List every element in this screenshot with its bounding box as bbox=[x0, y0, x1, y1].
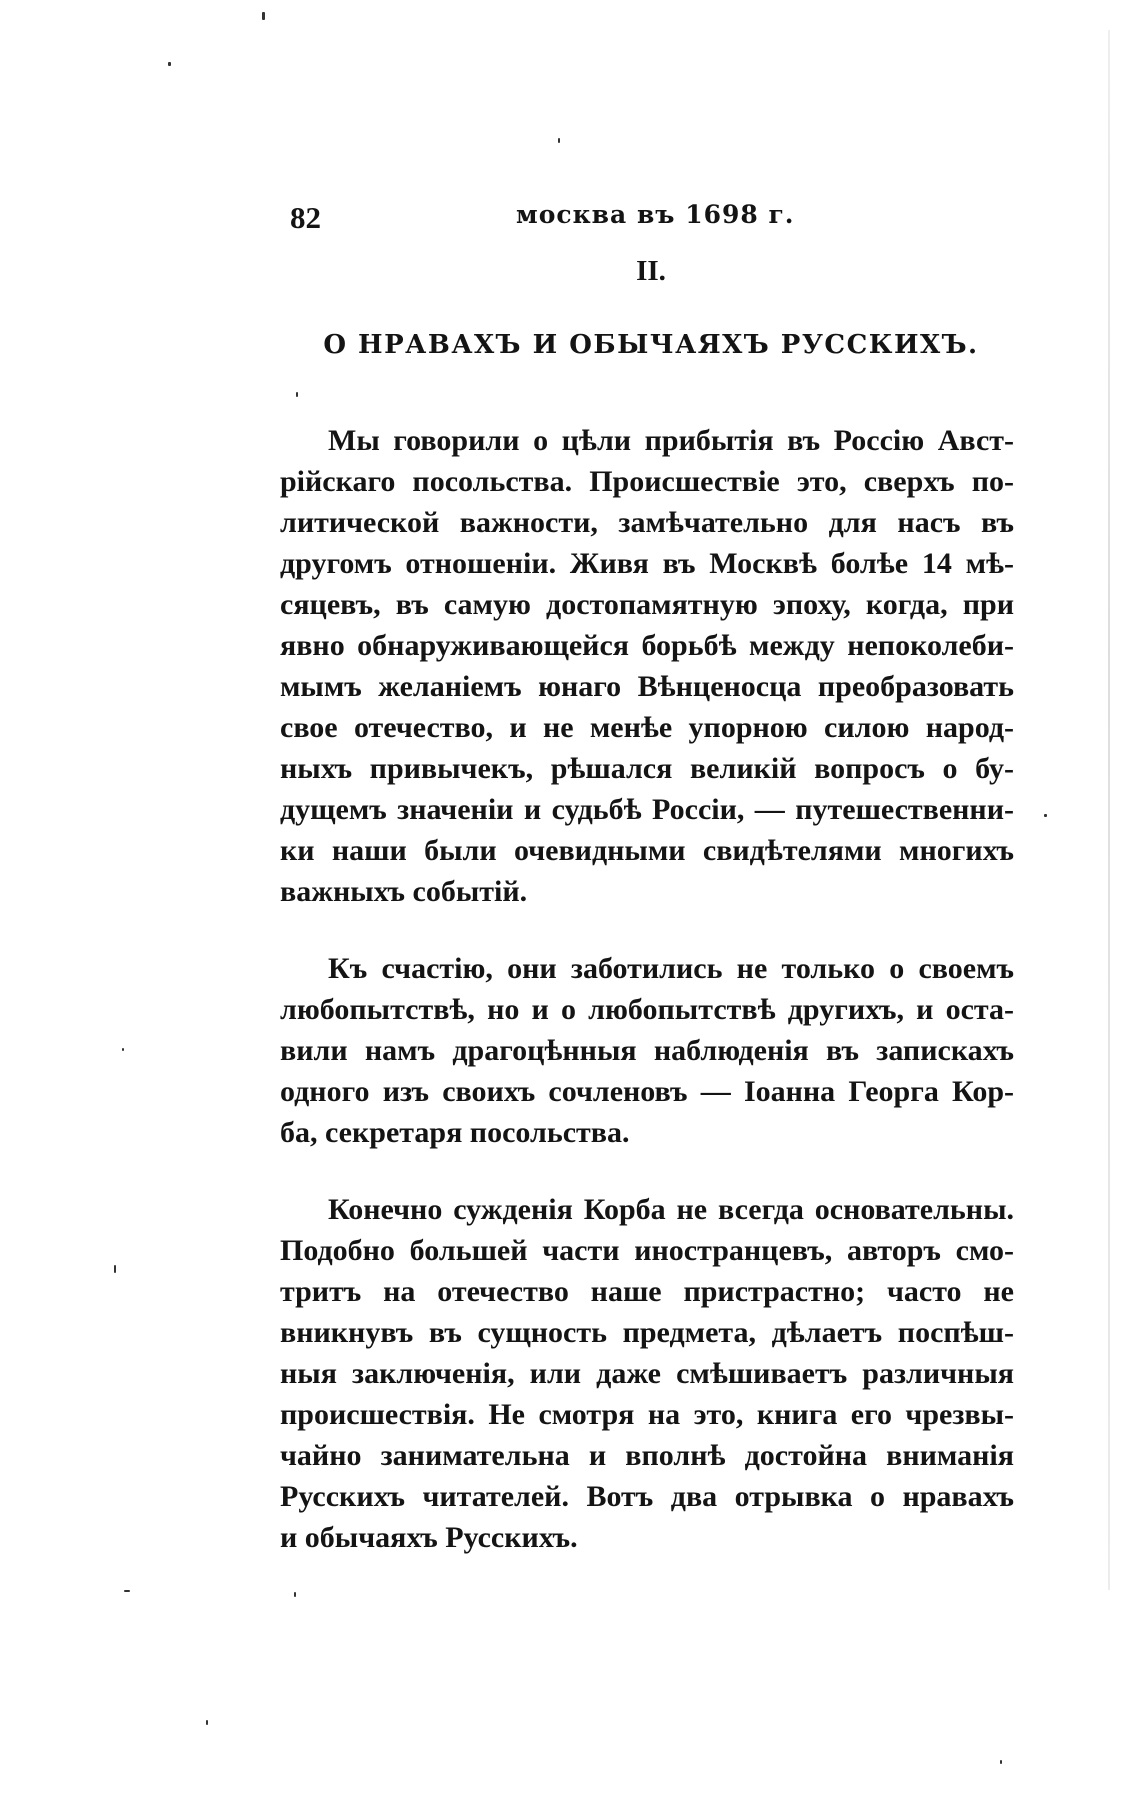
running-head bbox=[290, 200, 810, 240]
scan-speck bbox=[1000, 1760, 1002, 1764]
text-line: Русскихъ читателей. Вотъ два отрывка о нравахъ bbox=[280, 1480, 1014, 1513]
text-line: Подобно большей части иностранцевъ, авторъ смо- bbox=[280, 1234, 1014, 1267]
scan-speck bbox=[1044, 814, 1047, 817]
text-line: ныхъ привычекъ, рѣшался великій вопросъ о бу- bbox=[280, 752, 1014, 785]
text-line: мымъ желаніемъ юнаго Вѣнценосца преобразовать bbox=[280, 670, 1014, 703]
text-line: литической важности, замѣчательно для насъ въ bbox=[280, 506, 1014, 539]
text-line: важныхъ событій. bbox=[280, 875, 528, 908]
body-text bbox=[280, 420, 1014, 1594]
scan-speck bbox=[206, 1720, 208, 1725]
scan-speck bbox=[262, 12, 265, 20]
text-line: сяцевъ, въ самую достопамятную эпоху, когда, при bbox=[280, 588, 1014, 621]
text-line: происшествія. Не смотря на это, книга его чрезвы- bbox=[280, 1398, 1014, 1431]
paragraph-1 bbox=[280, 420, 1014, 912]
text-line: ныя заключенія, или даже смѣшиваетъ различныя bbox=[280, 1357, 1014, 1390]
chapter-number: II. bbox=[636, 255, 666, 287]
scan-speck bbox=[558, 138, 560, 143]
scan-speck bbox=[296, 392, 298, 397]
text-line: ба, секретаря посольства. bbox=[280, 1116, 630, 1149]
text-line: вили намъ драгоцѣнныя наблюденія въ запискахъ bbox=[280, 1034, 1014, 1067]
text-line: ки наши были очевидными свидѣтелями многихъ bbox=[280, 834, 1014, 867]
text-line: Къ счастію, они заботились не только о своемъ bbox=[328, 952, 1014, 985]
text-line: дущемъ значеніи и судьбѣ Россіи, — путешественни- bbox=[280, 793, 1014, 826]
text-line: тритъ на отечество наше пристрастно; часто не bbox=[280, 1275, 1014, 1308]
text-line: одного изъ своихъ сочленовъ — Іоанна Георга Кор- bbox=[280, 1075, 1014, 1108]
text-line: рійскаго посольства. Происшествіе это, сверхъ по- bbox=[280, 465, 1014, 498]
text-line: Мы говорили о цѣли прибытія въ Россію Авст- bbox=[328, 424, 1014, 457]
paragraph-2 bbox=[280, 948, 1014, 1153]
scan-speck bbox=[168, 62, 171, 66]
page-number: 82 bbox=[290, 200, 321, 235]
text-line: вникнувъ въ сущность предмета, дѣлаетъ поспѣш- bbox=[280, 1316, 1014, 1349]
text-line: Конечно сужденія Корба не всегда основательны. bbox=[328, 1193, 1014, 1226]
text-line: явно обнаруживающейся борьбѣ между непоколеби- bbox=[280, 629, 1014, 662]
scan-speck bbox=[124, 1590, 130, 1592]
paragraph-3 bbox=[280, 1189, 1014, 1558]
text-line: другомъ отношеніи. Живя въ Москвѣ болѣе 14 мѣ- bbox=[280, 547, 1014, 580]
text-line: любопытствѣ, но и о любопытствѣ другихъ, и оста- bbox=[280, 993, 1014, 1026]
chapter-title: О НРАВАХЪ И ОБЫЧАЯХЪ РУССКИХЪ. bbox=[323, 330, 979, 360]
text-line: чайно занимательна и вполнѣ достойна вниманія bbox=[280, 1439, 1014, 1472]
text-line: и обычаяхъ Русскихъ. bbox=[280, 1521, 578, 1554]
text-line: свое отечество, и не менѣе упорною силою народ- bbox=[280, 711, 1014, 744]
scan-speck bbox=[114, 1265, 116, 1273]
scan-speck bbox=[122, 1048, 124, 1051]
running-title: москва въ 1698 г. bbox=[516, 200, 795, 229]
